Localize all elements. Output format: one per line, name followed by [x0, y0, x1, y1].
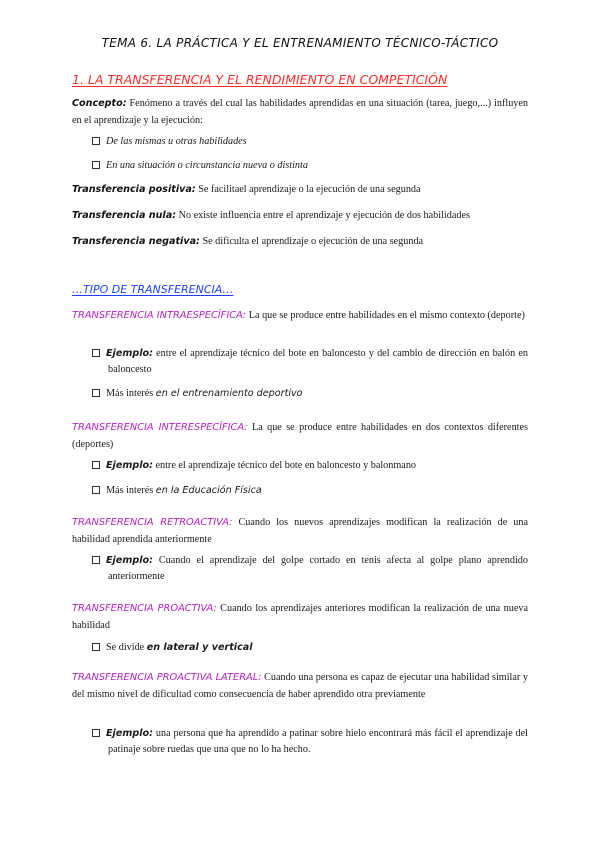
- nula-text: No existe influencia entre el aprendizaje y ejecución de dos habilidades: [176, 210, 470, 221]
- checkbox-icon: [92, 389, 100, 397]
- checkbox-icon: [92, 161, 100, 169]
- negativa-paragraph: [72, 234, 528, 251]
- checkbox-icon: [92, 729, 100, 737]
- tipos-heading: …TIPO DE TRANSFERENCIA…: [72, 283, 234, 296]
- example-label: Ejemplo:: [106, 728, 153, 739]
- positiva-paragraph: [72, 182, 528, 199]
- checkbox-icon: [92, 486, 100, 494]
- more-emphasis: en lateral y vertical: [146, 642, 253, 653]
- option-text: De las mismas u otras habilidades: [106, 136, 247, 147]
- nula-paragraph: [72, 208, 528, 225]
- list-item: [92, 726, 528, 758]
- concepto-paragraph: [72, 96, 528, 129]
- lateral-paragraph: [72, 670, 528, 703]
- example-label: Ejemplo:: [106, 555, 153, 566]
- list-item: [92, 483, 528, 499]
- page-title: TEMA 6. LA PRÁCTICA Y EL ENTRENAMIENTO TÉCNICO-TÁCTICO: [101, 36, 499, 50]
- section-heading: 1. LA TRANSFERENCIA Y EL RENDIMIENTO EN COMPETICIÓN: [72, 72, 448, 87]
- retro-text: Cuando los nuevos aprendizajes modifican la realización de una habilidad aprendida anteriormente: [72, 517, 529, 545]
- pro-text: Cuando los aprendizajes anteriores modifican la realización de una nueva habilidad: [72, 603, 528, 631]
- lateral-label: TRANSFERENCIA PROACTIVA LATERAL:: [72, 672, 262, 683]
- list-item: [92, 640, 528, 656]
- checkbox-icon: [92, 349, 100, 357]
- more-prefix: Más interés: [106, 388, 156, 399]
- checkbox-icon: [92, 643, 100, 651]
- concepto-label: Concepto:: [72, 98, 127, 109]
- example-text: entre el aprendizaje técnico del bote en baloncesto y balonmano: [152, 460, 417, 471]
- negativa-label: Transferencia negativa:: [72, 236, 200, 247]
- intra-paragraph: [72, 308, 528, 325]
- positiva-label: Transferencia positiva:: [72, 184, 196, 195]
- positiva-text: Se facilitael aprendizaje o la ejecución de una segunda: [195, 184, 421, 195]
- intra-label: TRANSFERENCIA INTRAESPECÍFICA:: [72, 310, 247, 321]
- list-item: [92, 134, 528, 150]
- more-emphasis: en el entrenamiento deportivo: [155, 388, 303, 399]
- pro-label: TRANSFERENCIA PROACTIVA:: [72, 603, 217, 614]
- inter-label: TRANSFERENCIA INTERESPECÍFICA:: [72, 422, 248, 433]
- retro-paragraph: [72, 515, 528, 548]
- list-item: [92, 158, 528, 174]
- more-prefix: Se divide: [106, 642, 147, 653]
- checkbox-icon: [92, 556, 100, 564]
- concepto-text: Fenómeno a través del cual las habilidades aprendidas en una situación (tarea, juego,...) influyen en el aprendizaje y la ejecución:: [72, 98, 528, 126]
- intra-text: La que se produce entre habilidades en el mismo contexto (deporte): [246, 310, 525, 321]
- example-text: entre el aprendizaje técnico del bote en baloncesto y del cambio de dirección en balón en baloncesto: [108, 348, 528, 375]
- checkbox-icon: [92, 137, 100, 145]
- checkbox-icon: [92, 461, 100, 469]
- example-label: Ejemplo:: [106, 460, 153, 471]
- lateral-text: Cuando una persona es capaz de ejecutar una habilidad similar y del mismo nivel de dificultad como consecuencia de haber aprendido otra previamente: [72, 672, 528, 700]
- example-text: Cuando el aprendizaje del golpe cortado en tenis afecta al golpe plano aprendido anteriormente: [108, 555, 528, 582]
- inter-text: La que se produce entre habilidades en dos contextos diferentes (deportes): [72, 422, 528, 450]
- inter-paragraph: [72, 420, 528, 453]
- list-item: [92, 553, 528, 585]
- retro-label: TRANSFERENCIA RETROACTIVA:: [72, 517, 233, 528]
- more-prefix: Más interés: [106, 485, 156, 496]
- negativa-text: Se dificulta el aprendizaje o ejecución de una segunda: [199, 236, 424, 247]
- option-text: En una situación o circunstancia nueva o distinta: [106, 160, 308, 171]
- example-text: una persona que ha aprendido a patinar sobre hielo encontrará más fácil el aprendizaje del patinaje sobre ruedas que una que no lo ha hecho.: [108, 728, 528, 755]
- list-item: [92, 346, 528, 378]
- pro-paragraph: [72, 601, 528, 634]
- example-label: Ejemplo:: [106, 348, 153, 359]
- list-item: [92, 386, 528, 402]
- list-item: [92, 458, 528, 474]
- nula-label: Transferencia nula:: [72, 210, 177, 221]
- more-emphasis: en la Educación Física: [155, 485, 262, 496]
